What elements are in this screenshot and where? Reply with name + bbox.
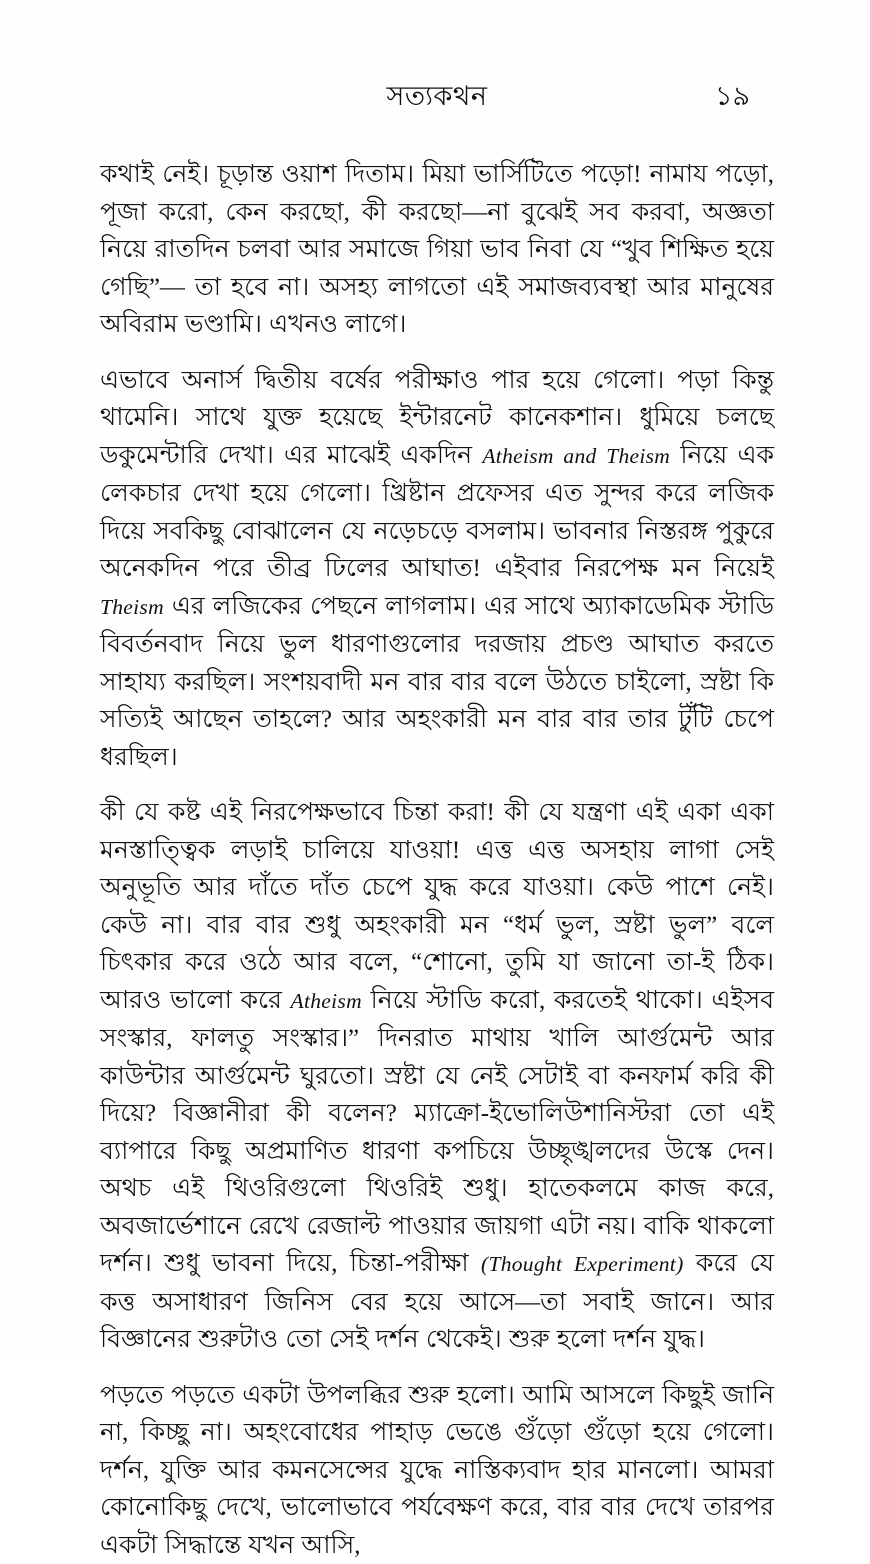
page-header: [100, 76, 774, 118]
page-content-area: [100, 76, 774, 1564]
bengali-text: পড়তে পড়তে একটা উপলব্ধির শুরু হলো। আমি আসলে কিছুই জানি না, কিচ্ছু না। অহংবোধের পাহাড় ভেঙে গুঁড়ো গুঁড়ো হয়ে গেলো। দর্শন, যুক্তি আর কমনসেন্সের যুদ্ধে নাস্তিক্যবাদ হার মানলো। আমরা কোনোকিছু দেখে, ভালোভাবে পর্যবেক্ষণ করে, বার বার দেখে তারপর একটা সিদ্ধান্তে যখন আসি,: [100, 1382, 774, 1559]
latin-italic-phrase: Atheism and Theism: [482, 444, 670, 468]
bengali-text: এভাবে অনার্স দ্বিতীয় বর্ষের পরীক্ষাও পার হয়ে গেলো। পড়া কিন্তু থামেনি। সাথে যুক্ত হয়েছে ইন্টারনেট কানেকশান। ধুমিয়ে চলছে ডকুমেন্টারি দেখা। এর মাঝেই একদিন: [100, 367, 774, 469]
paragraph: [100, 1377, 774, 1564]
bengali-text: নিয়ে স্টাডি করো, করতেই থাকো। এইসব সংস্কার, ফালতু সংস্কার।” দিনরাত মাথায় খালি আর্গুমেন্ট আর কাউন্টার আর্গুমেন্ট ঘুরতো। স্রষ্টা যে নেই সেটাই বা কনফার্ম করি কী দিয়ে? বিজ্ঞানীরা কী বলেন? ম্যাক্রো-ইভোলিউশানিস্টরা তো এই ব্যাপারে কিছু অপ্রমাণিত ধারণা কপচিয়ে উচ্ছৃঙ্খলদের উস্কে দেন। অথচ এই থিওরিগুলো থিওরিই শুধু। হাতেকলমে কাজ করে, অবজার্ভেশানে রেখে রেজাল্ট পাওয়ার জায়গা এটা নয়। বাকি থাকলো দর্শন। শুধু ভাবনা দিয়ে, চিন্তা-পরীক্ষা: [100, 987, 774, 1278]
latin-italic-phrase: Theism: [100, 595, 164, 619]
bengali-text: কথাই নেই। চূড়ান্ত ওয়াশ দিতাম। মিয়া ভার্সিটিতে পড়ো! নামায পড়ো, পূজা করো, কেন করছো, কী করছো—না বুঝেই সব করবা, অজ্ঞতা নিয়ে রাতদিন চলবা আর সমাজে গিয়া ভাব নিবা যে “খুব শিক্ষিত হয়ে গেছি”— তা হবে না। অসহ্য লাগতো এই সমাজব্যবস্থা আর মানুষের অবিরাম ভণ্ডামি। এখনও লাগে।: [100, 161, 774, 338]
paragraph: [100, 362, 774, 777]
page-title: সত্যকথন: [100, 76, 774, 121]
bengali-text: করে যে কত্ত অসাধারণ জিনিস বের হয়ে আসে—তা সবাই জানে। আর বিজ্ঞানের শুরুটাও তো সেই দর্শন থেকেই। শুরু হলো দর্শন যুদ্ধ।: [100, 1250, 774, 1353]
page-body: [100, 156, 774, 1564]
latin-italic-phrase: Atheism: [291, 989, 362, 1013]
bengali-text: কী যে কষ্ট এই নিরপেক্ষভাবে চিন্তা করা! কী যে যন্ত্রণা এই একা একা মনস্তাত্ত্বিক লড়াই চালিয়ে যাওয়া! এত্ত এত্ত অসহায় লাগা সেই অনুভূতি আর দাঁতে দাঁত চেপে যুদ্ধ করে যাওয়া। কেউ পাশে নেই। কেউ না। বার বার শুধু অহংকারী মন “ধর্ম ভুল, স্রষ্টা ভুল” বলে চিৎকার করে ওঠে আর বলে, “শোনো, তুমি যা জানো তা-ই ঠিক। আরও ভালো করে: [100, 799, 774, 1014]
paragraph: [100, 156, 774, 344]
bengali-text: নিয়ে এক লেকচার দেখা হয়ে গেলো। খ্রিষ্টান প্রফেসর এত সুন্দর করে লজিক দিয়ে সবকিছু বোঝালেন যে নড়েচড়ে বসলাম। ভাবনার নিস্তরঙ্গ পুকুরে অনেকদিন পরে তীব্র ঢিলের আঘাত! এইবার নিরপেক্ষ মন নিয়েই: [100, 442, 774, 583]
bengali-text: এর লজিকের পেছনে লাগলাম। এর সাথে অ্যাকাডেমিক স্টাডি বিবর্তনবাদ নিয়ে ভুল ধারণাগুলোর দরজায় প্রচণ্ড আঘাত করতে সাহায্য করছিল। সংশয়বাদী মন বার বার বলে উঠতে চাইলো, স্রষ্টা কি সত্যিই আছেন তাহলে? আর অহংকারী মন বার বার তার টুঁটি চেপে ধরছিল।: [100, 593, 774, 771]
page-number: ১৯: [715, 76, 750, 121]
latin-italic-phrase: (Thought Experiment): [481, 1252, 684, 1276]
paragraph: [100, 794, 774, 1359]
